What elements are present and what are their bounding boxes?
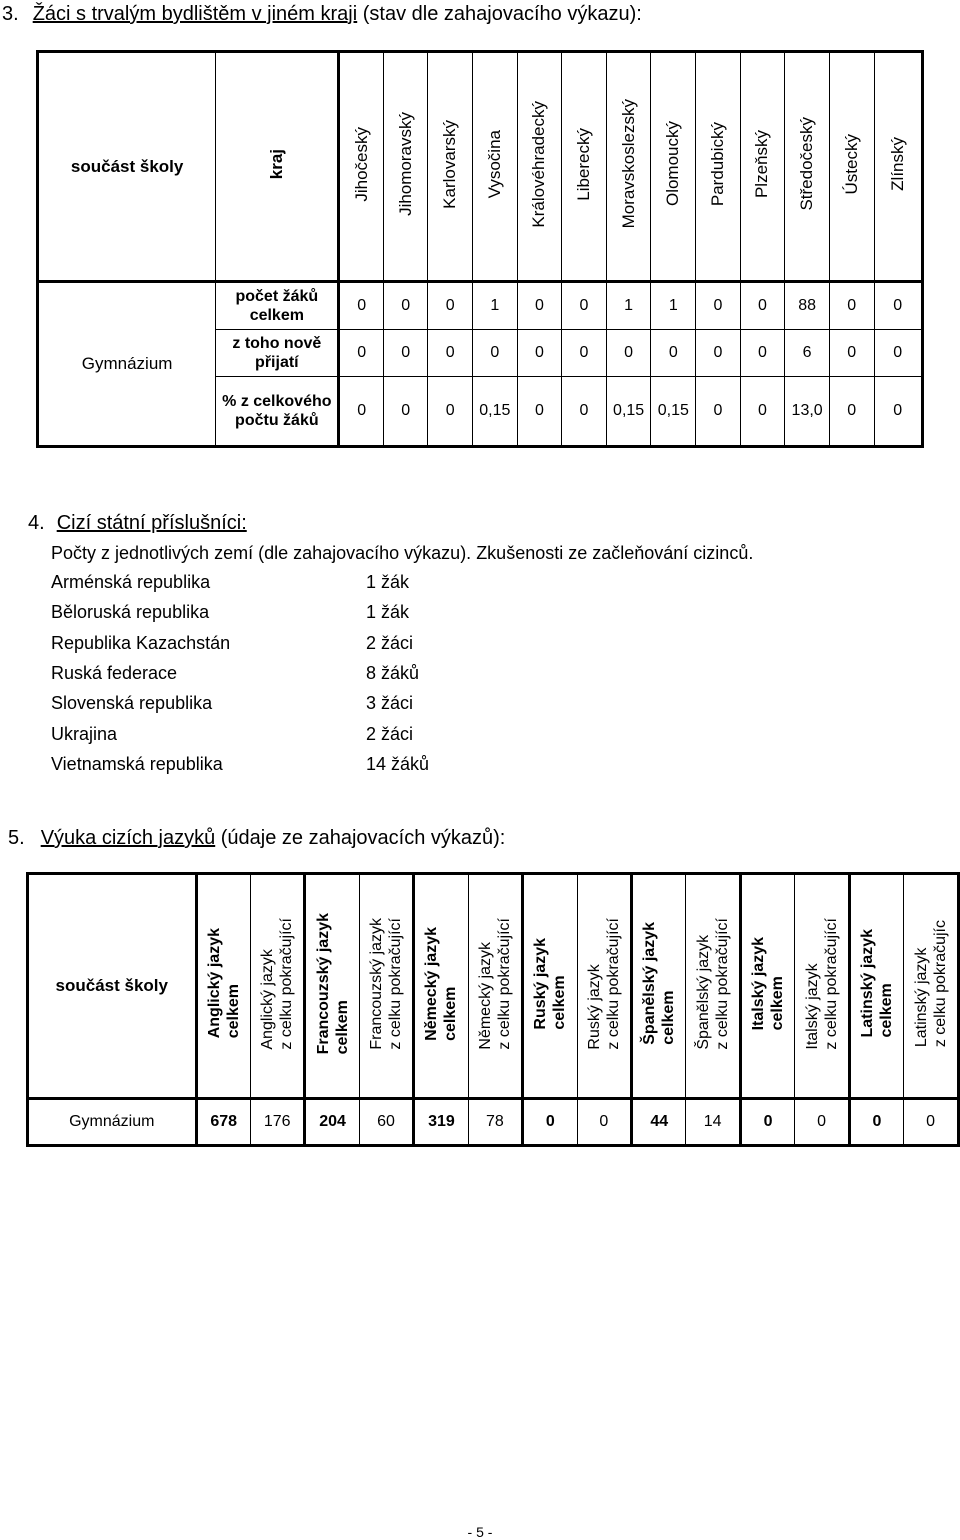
region-value: 0	[517, 330, 562, 377]
region-value: 0,15	[606, 377, 651, 447]
language-header-label	[258, 918, 296, 1050]
section-4-heading	[28, 511, 247, 535]
country-name: Běloruská republika	[51, 602, 210, 623]
language-scope: z celku pokračující	[387, 917, 405, 1050]
language-header-label	[531, 938, 569, 1030]
regions-table	[36, 50, 924, 448]
language-name: Španělský jazyk	[694, 934, 712, 1050]
region-value: 0	[829, 377, 874, 447]
country-name: Vietnamská republika	[51, 753, 223, 774]
region-header	[874, 52, 923, 282]
language-header-label	[858, 929, 896, 1038]
region-value: 0	[428, 330, 473, 377]
language-value: 319	[414, 1099, 468, 1146]
language-scope: celkem	[333, 999, 351, 1055]
country-count: 1 žák	[366, 602, 410, 623]
region-value: 0	[651, 330, 696, 377]
region-name: Plzeňský	[752, 129, 772, 199]
region-value: 0	[696, 377, 741, 447]
section-5-heading	[8, 826, 505, 850]
language-header	[577, 874, 631, 1099]
language-header-label	[912, 920, 950, 1047]
language-scope: z celku pokračující	[822, 917, 840, 1050]
region-name: Vysočina	[484, 129, 504, 199]
language-scope: celkem	[224, 984, 242, 1039]
language-value: 0	[795, 1099, 849, 1146]
region-value: 0	[740, 377, 785, 447]
language-value: 78	[468, 1099, 522, 1146]
row-label: % z celkového počtu žáků	[216, 377, 339, 447]
language-name: Francouzský jazyk	[368, 917, 386, 1050]
language-scope: celkem	[660, 990, 678, 1045]
country-name: Ruská federace	[51, 662, 178, 683]
region-value: 0	[517, 377, 562, 447]
language-header	[686, 874, 740, 1099]
language-header-label	[803, 918, 841, 1050]
section-4-number: 4.	[28, 512, 45, 534]
region-header	[562, 52, 607, 282]
country-name: Slovenská republika	[51, 693, 213, 714]
language-header-label	[585, 918, 623, 1050]
language-header	[414, 874, 468, 1099]
language-scope: z celku pokračujíc	[931, 919, 949, 1048]
language-name: Latinský jazyk	[912, 947, 930, 1048]
row-label: z toho nově přijatí	[216, 330, 339, 377]
language-name: Latinský jazyk	[858, 929, 876, 1038]
header-school-part: součást školy	[38, 52, 216, 282]
language-header-label	[205, 928, 243, 1038]
region-value: 0	[696, 330, 741, 377]
country-count: 1 žák	[366, 572, 410, 592]
language-value: 0	[523, 1099, 577, 1146]
language-name: Španělský jazyk	[641, 922, 659, 1045]
language-name: Anglický jazyk	[205, 928, 223, 1039]
language-header	[196, 874, 250, 1099]
region-name: Jihomoravský	[395, 112, 415, 216]
region-value: 1	[606, 282, 651, 330]
language-value: 0	[904, 1099, 959, 1146]
region-value: 6	[785, 330, 830, 377]
language-scope: z celku pokračující	[495, 917, 513, 1050]
section-4-intro: Počty z jednotlivých zemí (dle zahajovacího výkazu). Zkušenosti ze začleňování cizinců.	[51, 543, 754, 563]
region-value: 0	[339, 282, 384, 330]
region-value: 0	[829, 282, 874, 330]
school-name: Gymnázium	[28, 1099, 197, 1146]
language-header-label	[476, 918, 514, 1050]
region-value: 0	[740, 282, 785, 330]
region-header	[740, 52, 785, 282]
region-value: 0,15	[472, 377, 517, 447]
country-count: 3 žáci	[366, 693, 414, 714]
section-5-title: Výuka cizích jazyků	[40, 827, 216, 849]
language-name: Německý jazyk	[423, 926, 441, 1041]
language-name: Německý jazyk	[476, 941, 494, 1050]
language-scope: z celku pokračující	[713, 917, 731, 1050]
language-name: Francouzský jazyk	[314, 912, 332, 1055]
language-name: Italský jazyk	[750, 936, 768, 1031]
row-label: počet žáků celkem	[216, 282, 339, 330]
section-5-number: 5.	[8, 827, 25, 849]
region-value: 0	[874, 282, 923, 330]
region-value: 0,15	[651, 377, 696, 447]
region-header	[829, 52, 874, 282]
header-kraj	[216, 52, 339, 282]
language-header	[305, 874, 359, 1099]
language-header-label	[640, 922, 678, 1045]
language-scope: celkem	[769, 975, 787, 1031]
region-value: 0	[740, 330, 785, 377]
language-value: 0	[849, 1099, 903, 1146]
region-header	[517, 52, 562, 282]
region-name: Liberecký	[573, 127, 593, 201]
section-3-heading	[2, 2, 642, 26]
language-header-label	[749, 937, 787, 1030]
school-name: Gymnázium	[38, 282, 216, 447]
language-header-label	[694, 918, 732, 1050]
country-count: 2 žáci	[366, 723, 414, 744]
region-value: 0	[339, 330, 384, 377]
region-value: 0	[383, 377, 428, 447]
language-header-label	[367, 918, 405, 1050]
language-header	[795, 874, 849, 1099]
section-3-number: 3.	[2, 3, 19, 25]
language-header	[904, 874, 959, 1099]
region-value: 0	[562, 282, 607, 330]
region-header	[339, 52, 384, 282]
region-value: 0	[428, 377, 473, 447]
language-scope: celkem	[442, 986, 460, 1041]
region-name: Zlínský	[887, 137, 907, 191]
language-value: 14	[686, 1099, 740, 1146]
country-count: 14 žáků	[366, 753, 430, 774]
region-value: 0	[383, 282, 428, 330]
region-header	[785, 52, 830, 282]
language-header	[359, 874, 413, 1099]
region-name: Pardubický	[707, 121, 727, 207]
language-name: Ruský jazyk	[585, 963, 603, 1050]
language-scope: z celku pokračující	[604, 917, 622, 1050]
language-name: Italský jazyk	[803, 963, 821, 1050]
language-value: 0	[577, 1099, 631, 1146]
region-value: 0	[829, 330, 874, 377]
country-name: Republika Kazachstán	[51, 632, 231, 653]
region-value: 0	[606, 330, 651, 377]
language-header	[632, 874, 686, 1099]
region-value: 1	[472, 282, 517, 330]
region-value: 0	[472, 330, 517, 377]
language-scope: z celku pokračující	[278, 917, 296, 1050]
language-value: 678	[196, 1099, 250, 1146]
language-scope: celkem	[551, 975, 569, 1030]
language-header	[468, 874, 522, 1099]
region-header	[606, 52, 651, 282]
language-name: Anglický jazyk	[259, 948, 277, 1050]
region-name: Královéhradecký	[529, 100, 549, 228]
header-kraj-label: kraj	[266, 148, 286, 180]
region-value: 0	[696, 282, 741, 330]
header-school-part: součást školy	[28, 874, 197, 1099]
region-value: 13,0	[785, 377, 830, 447]
region-value: 0	[428, 282, 473, 330]
region-header	[383, 52, 428, 282]
region-value: 88	[785, 282, 830, 330]
page-number: - 5 -	[467, 1524, 493, 1540]
languages-table	[26, 872, 960, 1147]
region-value: 0	[874, 330, 923, 377]
language-header	[523, 874, 577, 1099]
region-value: 0	[562, 377, 607, 447]
country-count: 2 žáci	[366, 632, 414, 653]
region-value: 0	[383, 330, 428, 377]
section-5-suffix: (údaje ze zahajovacích výkazů):	[215, 827, 506, 849]
region-header	[651, 52, 696, 282]
region-name: Středočeský	[797, 117, 817, 211]
language-header-label	[422, 927, 460, 1041]
region-header	[472, 52, 517, 282]
country-count: 8 žáků	[366, 662, 420, 683]
country-name: Ukrajina	[51, 723, 118, 744]
language-scope: celkem	[877, 983, 895, 1038]
region-value: 0	[874, 377, 923, 447]
region-value: 0	[339, 377, 384, 447]
region-name: Jihočeský	[351, 126, 371, 202]
region-value: 1	[651, 282, 696, 330]
language-value: 0	[740, 1099, 794, 1146]
region-name: Karlovarský	[440, 119, 460, 209]
language-header	[250, 874, 304, 1099]
language-name: Ruský jazyk	[532, 937, 550, 1030]
language-header-label	[314, 913, 352, 1054]
language-header	[849, 874, 903, 1099]
section-3-suffix: (stav dle zahajovacího výkazu):	[357, 3, 642, 25]
language-value: 44	[632, 1099, 686, 1146]
language-value: 204	[305, 1099, 359, 1146]
region-header	[696, 52, 741, 282]
region-name: Olomoucký	[663, 121, 683, 207]
language-value: 176	[250, 1099, 304, 1146]
region-header	[428, 52, 473, 282]
region-name: Ústecký	[841, 133, 861, 195]
country-name: Arménská republika	[51, 572, 211, 592]
region-value: 0	[517, 282, 562, 330]
section-3-title: Žáci s trvalým bydlištěm v jiném kraji	[32, 3, 358, 25]
section-4-title: Cizí státní příslušníci:	[56, 512, 247, 534]
language-header	[740, 874, 794, 1099]
region-value: 0	[562, 330, 607, 377]
language-value: 60	[359, 1099, 413, 1146]
region-name: Moravskoslezský	[618, 99, 638, 229]
